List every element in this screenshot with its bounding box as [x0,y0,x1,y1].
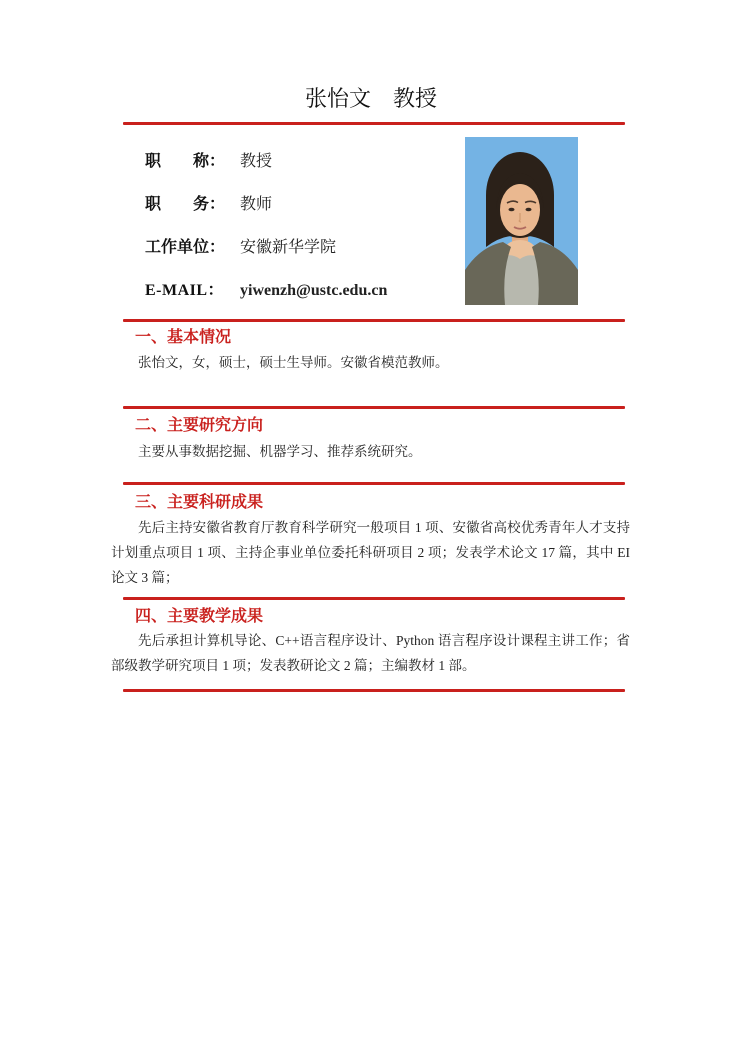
section-heading-research-achievements: 三、主要科研成果 [135,494,264,511]
field-value: 教授 [240,153,273,170]
profile-field-email [145,277,387,299]
divider-line [123,122,625,125]
section-heading-research-directions: 二、主要研究方向 [135,417,264,434]
profile-field-position [145,191,272,213]
section-heading-basic-info: 一、基本情况 [135,329,232,346]
divider-line [123,319,625,322]
section-body-basic-info: 张怡文，女，硕士，硕士生导师。安徽省模范教师。 [138,355,449,370]
section-body-research-achievements: 先后主持安徽省教育厅教育科学研究一般项目 1 项、安徽省高校优秀青年人才支持计划重点项目 1 项、主持企事业单位委托科研项目 2 项；发表学术论文 17 篇，其中 EI 论文 3 篇； [111,520,630,585]
field-label: 职 务： [145,196,226,213]
portrait-photo-image [465,137,578,305]
field-value: 教师 [240,196,273,213]
divider-line [123,406,625,409]
divider-line [123,482,625,485]
field-label: 工作单位： [145,239,226,256]
section-body-teaching-achievements: 先后承担计算机导论、C++语言程序设计、Python 语言程序设计课程主讲工作；省部级教学研究项目 1 项；发表教研论文 2 篇；主编教材 1 部。 [111,633,630,673]
profile-field-title [145,148,272,170]
field-label: 职 称： [145,153,226,170]
divider-line [123,689,625,692]
field-label: E-MAIL： [145,282,225,299]
section-heading-teaching-achievements: 四、主要教学成果 [135,608,264,625]
email-value: yiwenzh@ustc.edu.cn [240,282,388,299]
page-title: 张怡文 教授 [304,86,437,111]
profile-photo [465,137,578,305]
divider-line [123,597,625,600]
section-body-research-directions: 主要从事数据挖掘、机器学习、推荐系统研究。 [138,444,422,459]
field-value: 安徽新华学院 [240,239,337,256]
profile-field-workunit [145,234,336,256]
